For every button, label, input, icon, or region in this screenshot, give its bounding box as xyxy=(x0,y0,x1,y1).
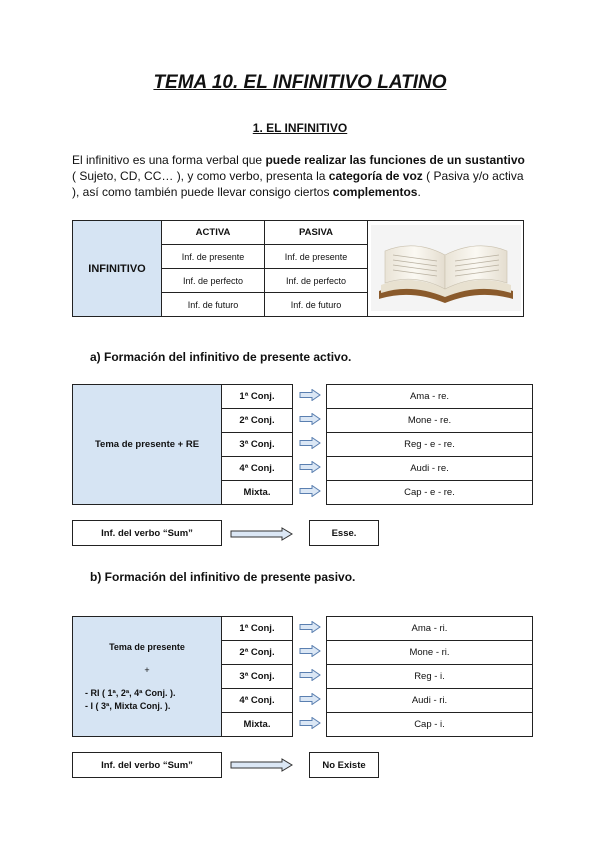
section-title: 1. EL INFINITIVO xyxy=(252,121,348,135)
sum-result-box: No Existe xyxy=(309,752,379,778)
section-a-label: Tema de presente + RE xyxy=(73,385,222,505)
pasiva-perfecto: Inf. de perfecto xyxy=(265,269,368,293)
sum-result-box: Esse. xyxy=(309,520,379,546)
conj-result: Cap - e - re. xyxy=(327,481,533,505)
arrow-right-icon xyxy=(299,621,321,633)
arrow-cell xyxy=(293,617,327,641)
intro-bold: complementos xyxy=(332,185,418,199)
conj-label: 3ª Conj. xyxy=(222,433,293,457)
intro-text: ( Sujeto, CD, CC… ), y como verbo, presenta la xyxy=(72,169,329,183)
col-pasiva: PASIVA xyxy=(265,221,368,245)
arrow-right-icon xyxy=(299,437,321,449)
conj-result: Cap - i. xyxy=(327,713,533,737)
sum-label-box: Inf. del verbo “Sum” xyxy=(72,520,222,546)
conj-label: Mixta. xyxy=(222,481,293,505)
arrow-right-icon xyxy=(299,485,321,497)
arrow-cell xyxy=(293,689,327,713)
intro-text: El infinitivo es una forma verbal que xyxy=(72,153,266,167)
section-a-table xyxy=(72,384,533,505)
conj-result: Audi - ri. xyxy=(327,689,533,713)
activa-presente: Inf. de presente xyxy=(162,245,265,269)
intro-bold: puede realizar las funciones de un sustantivo xyxy=(265,153,525,167)
arrow-right-icon xyxy=(299,693,321,705)
conj-label: 1ª Conj. xyxy=(222,385,293,409)
label-plus: + xyxy=(144,664,150,675)
conj-label: 2ª Conj. xyxy=(222,409,293,433)
section-a-heading: a) Formación del infinitivo de presente activo. xyxy=(90,350,352,364)
conj-label: 2ª Conj. xyxy=(222,641,293,665)
conj-result: Mone - re. xyxy=(327,409,533,433)
arrow-cell xyxy=(293,641,327,665)
conj-label: 4ª Conj. xyxy=(222,689,293,713)
intro-paragraph xyxy=(72,152,532,200)
conj-label: 4ª Conj. xyxy=(222,457,293,481)
activa-perfecto: Inf. de perfecto xyxy=(162,269,265,293)
arrow-right-icon xyxy=(299,461,321,473)
conj-label: Mixta. xyxy=(222,713,293,737)
arrow-cell xyxy=(293,481,327,505)
arrow-right-icon xyxy=(299,669,321,681)
sum-label-box: Inf. del verbo “Sum” xyxy=(72,752,222,778)
arrow-right-icon xyxy=(299,389,321,401)
page-title: TEMA 10. EL INFINITIVO LATINO xyxy=(153,72,447,93)
label-line: Tema de presente xyxy=(109,641,185,652)
pasiva-presente: Inf. de presente xyxy=(265,245,368,269)
arrow-cell xyxy=(293,433,327,457)
conj-result: Ama - re. xyxy=(327,385,533,409)
conj-result: Audi - re. xyxy=(327,457,533,481)
pasiva-futuro: Inf. de futuro xyxy=(265,293,368,317)
infinitive-label: INFINITIVO xyxy=(73,221,162,317)
arrow-right-icon xyxy=(299,717,321,729)
arrow-cell xyxy=(293,385,327,409)
arrow-cell xyxy=(293,713,327,737)
arrow-cell xyxy=(293,409,327,433)
long-arrow-right-icon xyxy=(230,758,294,772)
section-b-table xyxy=(72,616,533,737)
arrow-right-icon xyxy=(299,413,321,425)
book-image-cell xyxy=(368,221,524,317)
intro-text: . xyxy=(417,185,421,199)
arrow-cell xyxy=(293,457,327,481)
conj-label: 3ª Conj. xyxy=(222,665,293,689)
col-activa: ACTIVA xyxy=(162,221,265,245)
activa-futuro: Inf. de futuro xyxy=(162,293,265,317)
section-b-heading: b) Formación del infinitivo de presente pasivo. xyxy=(90,570,356,584)
long-arrow-right-icon xyxy=(230,527,294,541)
label-line: - I ( 3ª, Mixta Conj. ). xyxy=(85,700,171,711)
intro-bold: categoría de voz xyxy=(328,169,423,183)
conj-result: Reg - e - re. xyxy=(327,433,533,457)
section-b-label xyxy=(73,617,222,737)
infinitive-table xyxy=(72,220,524,317)
conj-result: Mone - ri. xyxy=(327,641,533,665)
conj-label: 1ª Conj. xyxy=(222,617,293,641)
conj-result: Ama - ri. xyxy=(327,617,533,641)
intro-text: ( Pasiva y/o activa ), así como también puede llevar consigo ciertos xyxy=(72,169,524,199)
open-book-icon xyxy=(371,225,521,311)
arrow-right-icon xyxy=(299,645,321,657)
conj-result: Reg - i. xyxy=(327,665,533,689)
label-line: - RI ( 1ª, 2ª, 4ª Conj. ). xyxy=(85,687,176,698)
arrow-cell xyxy=(293,665,327,689)
